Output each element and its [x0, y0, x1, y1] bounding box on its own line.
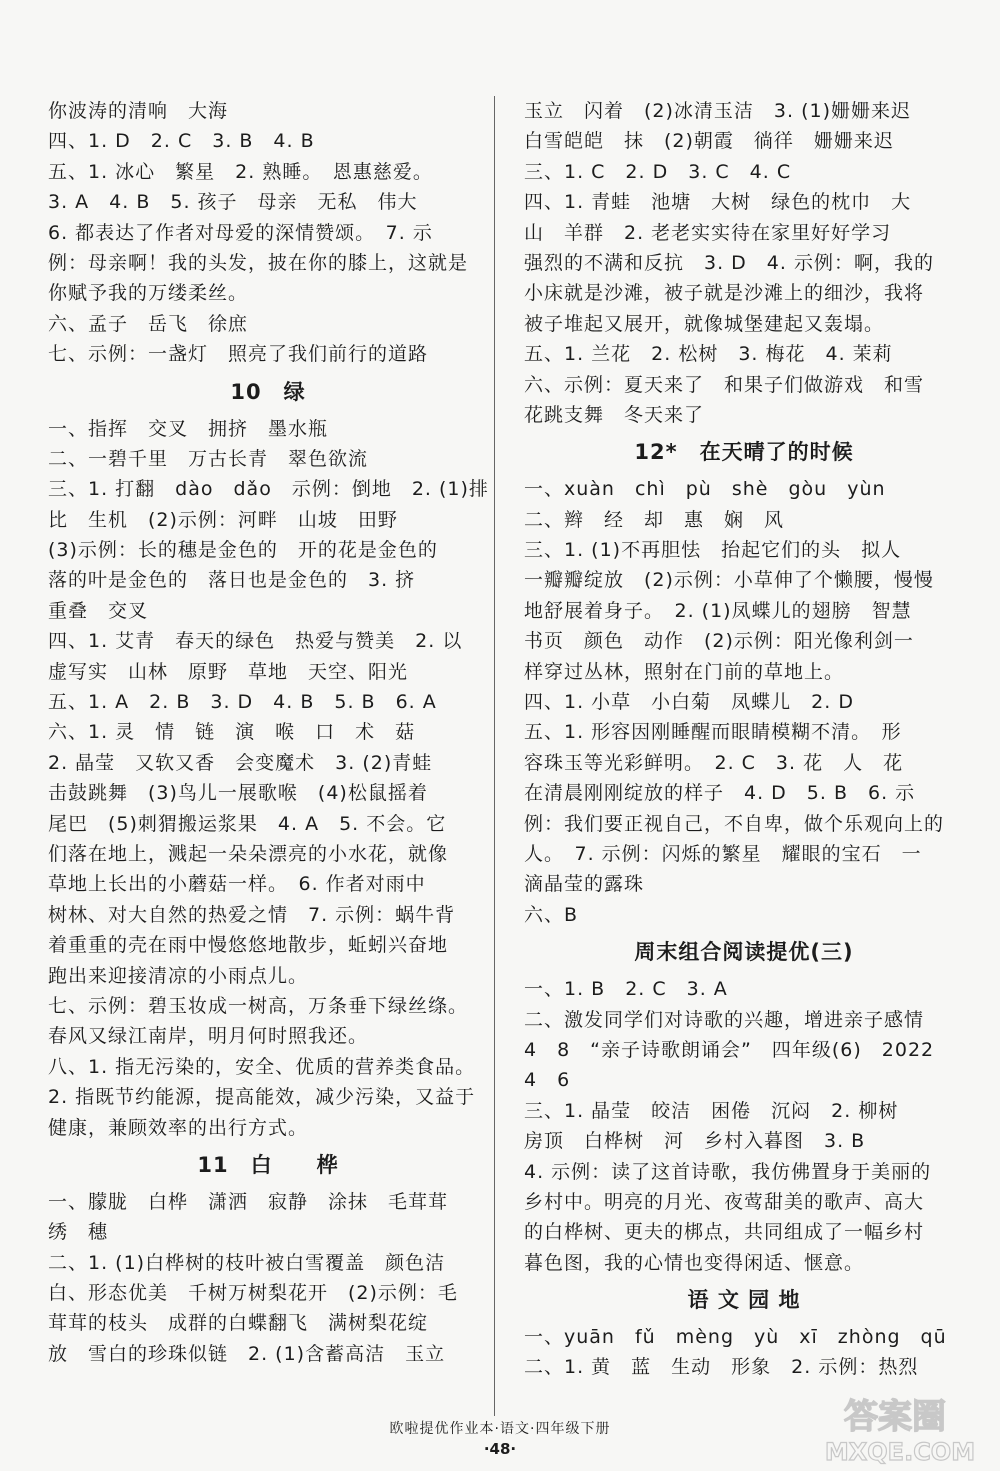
answer-line: 例：母亲啊！我的头发，披在你的膝上，这就是 — [48, 251, 469, 274]
answer-line: 四、1. 艾青 春天的绿色 热爱与赞美 2. 以 — [48, 630, 463, 653]
answer-line: 七、示例：碧玉妆成一树高，万条垂下绿丝绦。 — [48, 994, 469, 1017]
answer-line: 放 雪白的珍珠似链 2. (1)含蓄高洁 玉立 — [48, 1342, 446, 1365]
answer-line: 八、1. 指无污染的，安全、优质的营养类食品。 — [48, 1055, 476, 1078]
answer-line: 被子堆起又展开，就像城堡建起又轰塌。 — [524, 312, 885, 335]
answer-line: 一瓣瓣绽放 (2)示例：小草伸了个懒腰，慢慢 — [524, 569, 934, 592]
answer-line: 落的叶是金色的 落日也是金色的 3. 挤 — [48, 569, 416, 592]
left-column — [48, 96, 488, 1369]
right-column — [524, 96, 964, 1383]
answer-line: 房顶 白桦树 河 乡村入暮图 3. B — [524, 1130, 866, 1153]
answer-line: 你波涛的清响 大海 — [48, 100, 229, 122]
answer-line: 绣 穗 — [48, 1221, 109, 1244]
answer-line: 二、1. (1)白桦树的枝叶被白雪覆盖 颜色洁 — [48, 1251, 446, 1274]
answer-line: 六、B — [524, 903, 579, 926]
answer-line: 五、1. A 2. B 3. D 4. B 5. B 6. A — [48, 691, 437, 714]
page-number: ·48· — [483, 1440, 517, 1458]
answer-line: 六、孟子 岳飞 徐庶 — [48, 312, 249, 335]
answer-line: 着重重的壳在雨中慢悠悠地散步，蚯蚓兴奋地 — [48, 934, 449, 957]
answer-line: 花跳支舞 冬天来了 — [524, 403, 705, 426]
answer-line: 草地上长出的小蘑菇一样。 6. 作者对雨中 — [48, 873, 426, 896]
section-heading: 11 白 桦 — [197, 1152, 339, 1177]
answer-line: 四、1. D 2. C 3. B 4. B — [48, 130, 315, 153]
answer-line: 三、1. C 2. D 3. C 4. C — [524, 160, 792, 183]
answer-line: 2. 晶莹 又软又香 会变魔术 3. (2)青蛙 — [48, 751, 433, 774]
answer-line: 茸茸的枝头 成群的白蝶翻飞 满树梨花绽 — [48, 1312, 429, 1335]
answer-line: 三、1. 打翻 dào dǎo 示例：倒地 2. (1)排 — [48, 478, 489, 501]
answer-line: 人。 7. 示例：闪烁的繁星 耀眼的宝石 一 — [524, 842, 922, 865]
answer-line: 样穿过丛林，照射在门前的草地上。 — [524, 660, 845, 683]
answer-line: 6. 都表达了作者对母爱的深情赞颂。 7. 示 — [48, 221, 433, 244]
answer-line: 二、一碧千里 万古长青 翠色欲流 — [48, 447, 369, 470]
answer-line: 尾巴 (5)刺猬搬运浆果 4. A 5. 不会。它 — [48, 812, 447, 835]
book-title-footer: 欧啦提优作业本·语文·四年级下册 — [389, 1421, 611, 1437]
answer-line: 玉立 闪着 (2)冰清玉洁 3. (1)姗姗来迟 — [524, 100, 911, 122]
section-heading: 周末组合阅读提优(三) — [634, 940, 854, 965]
answer-line: 的白桦树、更夫的梆点，共同组成了一幅乡村 — [524, 1221, 925, 1244]
answer-line: 容珠玉等光彩鲜明。 2. C 3. 花 人 花 — [524, 751, 904, 774]
answer-line: 滴晶莹的露珠 — [524, 873, 645, 896]
answer-line: 健康，兼顾效率的出行方式。 — [48, 1116, 309, 1139]
answer-line: 2. 指既节约能源，提高能效，减少污染，又益于 — [48, 1086, 476, 1109]
answer-line: 强烈的不满和反抗 3. D 4. 示例：啊，我的 — [524, 251, 934, 274]
answer-line: 六、示例：夏天来了 和果子们做游戏 和雪 — [524, 373, 925, 396]
answer-line: 白雪皑皑 抹 (2)朝霞 徜徉 姗姗来迟 — [524, 130, 894, 153]
answer-line: 3. A 4. B 5. 孩子 母亲 无私 伟大 — [48, 191, 418, 214]
answer-line: 4 8 “亲子诗歌朗诵会” 四年级(6) 2022 — [524, 1038, 935, 1061]
answer-line: 五、1. 兰花 2. 松树 3. 梅花 4. 茉莉 — [524, 343, 893, 366]
answer-line: 二、激发同学们对诗歌的兴趣，增进亲子感情 — [524, 1008, 925, 1031]
answer-line: 暮色图，我的心情也变得闲适、惬意。 — [524, 1251, 865, 1274]
column-divider — [494, 96, 495, 1416]
answer-line: 乡村中。明亮的月光、夜莺甜美的歌声、高大 — [524, 1190, 925, 1213]
answer-line: 在清晨刚刚绽放的样子 4. D 5. B 6. 示 — [524, 782, 916, 805]
answer-line: 白、形态优美 千树万树梨花开 (2)示例：毛 — [48, 1282, 458, 1305]
answer-line: 三、1. 晶莹 皎洁 困倦 沉闷 2. 柳树 — [524, 1099, 899, 1122]
answer-line: 五、1. 冰心 繁星 2. 熟睡。 恩惠慈爱。 — [48, 160, 433, 183]
watermark-text: 答案圈 — [844, 1397, 946, 1437]
answer-line: 地舒展着身子。 2. (1)凤蝶儿的翅膀 智慧 — [524, 599, 912, 622]
answer-line: 跑出来迎接清凉的小雨点儿。 — [48, 964, 309, 987]
answer-line: (3)示例：长的穗是金色的 开的花是金色的 — [48, 539, 438, 562]
section-heading: 12* 在天晴了的时候 — [634, 440, 854, 465]
answer-line: 4. 示例：读了这首诗歌，我仿佛置身于美丽的 — [524, 1160, 932, 1183]
answer-line: 二、1. 黄 蓝 生动 形象 2. 示例：热烈 — [524, 1356, 919, 1379]
answer-line: 树林、对大自然的热爱之情 7. 示例：蜗牛背 — [48, 903, 456, 926]
answer-line: 四、1. 小草 小白菊 凤蝶儿 2. D — [524, 691, 854, 714]
answer-line: 虚写实 山林 原野 草地 天空、阳光 — [48, 660, 409, 683]
answer-line: 一、yuān fǔ mèng yù xī zhòng qū — [524, 1326, 947, 1349]
answer-line: 们落在地上，溅起一朵朵漂亮的小水花，就像 — [48, 842, 449, 865]
watermark-domain: MXQE.COM — [824, 1438, 976, 1466]
answer-line: 春风又绿江南岸，明月何时照我还。 — [48, 1025, 369, 1048]
answer-line: 你赋予我的万缕柔丝。 — [48, 282, 249, 305]
answer-line: 重叠 交叉 — [48, 599, 149, 622]
answer-line: 4 6 — [524, 1069, 571, 1092]
section-heading: 语 文 园 地 — [687, 1288, 801, 1313]
answer-line: 比 生机 (2)示例：河畔 山坡 田野 — [48, 508, 398, 531]
answer-line: 击鼓跳舞 (3)鸟儿一展歌喉 (4)松鼠摇着 — [48, 782, 428, 805]
section-heading: 10 绿 — [230, 379, 306, 404]
watermark-logo — [800, 1390, 990, 1466]
answer-line: 山 羊群 2. 老老实实待在家里好好学习 — [524, 221, 892, 244]
answer-line: 四、1. 青蛙 池塘 大树 绿色的枕巾 大 — [524, 191, 912, 214]
answer-line: 例：我们要正视自己，不自卑，做个乐观向上的 — [524, 812, 945, 835]
answer-line: 一、朦胧 白桦 潇洒 寂静 涂抹 毛茸茸 — [48, 1190, 449, 1213]
answer-line: 五、1. 形容因刚睡醒而眼睛模糊不清。 形 — [524, 721, 902, 744]
answer-line: 二、辫 经 却 惠 娴 风 — [524, 508, 785, 531]
answer-line: 六、1. 灵 情 链 演 喉 口 术 菇 — [48, 721, 416, 744]
answer-line: 一、指挥 交叉 拥挤 墨水瓶 — [48, 417, 329, 440]
answer-line: 一、1. B 2. C 3. A — [524, 978, 728, 1001]
answer-line: 书页 颜色 动作 (2)示例：阳光像利剑一 — [524, 630, 914, 653]
answer-line: 一、xuàn chì pù shè gòu yùn — [524, 478, 886, 501]
answer-line: 三、1. (1)不再胆怯 抬起它们的头 拟人 — [524, 539, 902, 562]
answer-line: 七、示例：一盏灯 照亮了我们前行的道路 — [48, 343, 429, 366]
answer-line: 小床就是沙滩，被子就是沙滩上的细沙，我将 — [524, 282, 925, 305]
